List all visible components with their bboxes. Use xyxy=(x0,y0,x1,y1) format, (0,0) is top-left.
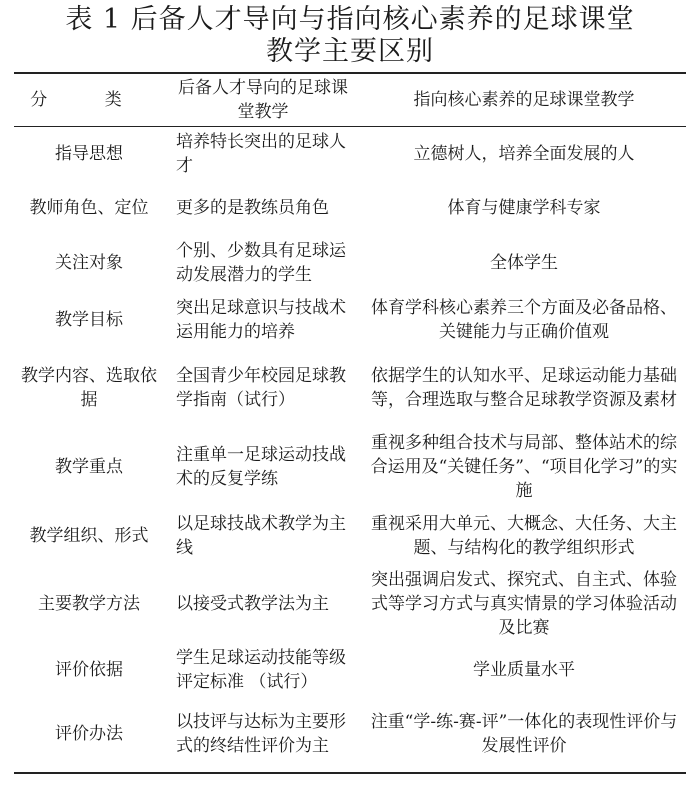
table-row xyxy=(14,127,686,181)
row-new-approach: 依据学生的认知水平、足球运动能力基础等，合理选取与整合足球教学资源及素材 xyxy=(371,365,677,410)
row-old-approach: 培养特长突出的足球人才 xyxy=(176,131,346,176)
table-row xyxy=(14,181,686,235)
row-category: 评价依据 xyxy=(55,659,123,680)
row-old-approach: 更多的是教练员角色 xyxy=(176,197,329,218)
row-new-approach: 体育与健康学科专家 xyxy=(447,197,601,218)
header-old-approach: 后备人才导向的足球课堂教学 xyxy=(178,78,348,122)
table-row xyxy=(14,291,686,349)
row-new-approach: 突出强调启发式、探究式、自主式、体验式等学习方式与真实情景的学习体验活动及比赛 xyxy=(371,569,677,638)
header-row xyxy=(14,73,686,127)
table-title xyxy=(0,0,700,68)
table-row xyxy=(14,507,686,565)
row-old-approach: 个别、少数具有足球运动发展潜力的学生 xyxy=(176,240,346,285)
row-new-approach: 重视采用大单元、大概念、大任务、大主题、与结构化的教学组织形式 xyxy=(371,513,677,558)
row-old-approach: 学生足球运动技能等级评定标准 （试行） xyxy=(176,647,346,692)
row-old-approach: 突出足球意识与技战术运用能力的培养 xyxy=(176,297,346,342)
table-row xyxy=(14,643,686,697)
row-category: 评价办法 xyxy=(55,724,123,744)
row-category: 教学组织、形式 xyxy=(29,525,149,546)
row-old-approach: 以技评与达标为主要形式的终结性评价为主 xyxy=(176,712,346,756)
row-old-approach: 以足球技战术教学为主线 xyxy=(176,513,346,558)
row-new-approach: 重视多种组合技术与局部、整体站术的综合运用及“关键任务”、“项目化学习”的实施 xyxy=(370,432,678,501)
row-category: 教师角色、定位 xyxy=(29,197,149,218)
row-category: 教学内容、选取依据 xyxy=(21,365,157,410)
table-row xyxy=(14,697,686,773)
row-new-approach: 学业质量水平 xyxy=(473,659,575,680)
row-old-approach: 注重单一足球运动技战术的反复学练 xyxy=(176,444,346,489)
row-new-approach: 注重“学-练-赛-评”一体化的表现性评价与发展性评价 xyxy=(370,712,678,756)
row-category: 主要教学方法 xyxy=(38,593,140,614)
row-new-approach: 全体学生 xyxy=(490,252,558,273)
table-row xyxy=(14,565,686,643)
table-title-line-2: 教学主要区别 xyxy=(266,36,434,67)
row-category: 关注对象 xyxy=(55,252,123,273)
row-category: 指导思想 xyxy=(55,143,123,164)
header-category: 分 类 xyxy=(30,90,148,110)
table-row xyxy=(14,235,686,291)
row-new-approach: 体育学科核心素养三个方面及必备品格、关键能力与正确价值观 xyxy=(371,297,677,342)
comparison-table xyxy=(14,72,686,774)
row-category: 教学重点 xyxy=(55,456,123,477)
table-title-line-1: 表 1 后备人才导向与指向核心素养的足球课堂 xyxy=(65,4,635,35)
header-new-approach: 指向核心素养的足球课堂教学 xyxy=(413,90,635,110)
row-old-approach: 以接受式教学法为主 xyxy=(176,593,329,614)
row-category: 教学目标 xyxy=(55,309,123,330)
table-row xyxy=(14,349,686,427)
row-old-approach: 全国青少年校园足球教学指南（试行） xyxy=(176,365,346,410)
row-new-approach: 立德树人，培养全面发展的人 xyxy=(413,143,635,164)
table-row xyxy=(14,427,686,507)
